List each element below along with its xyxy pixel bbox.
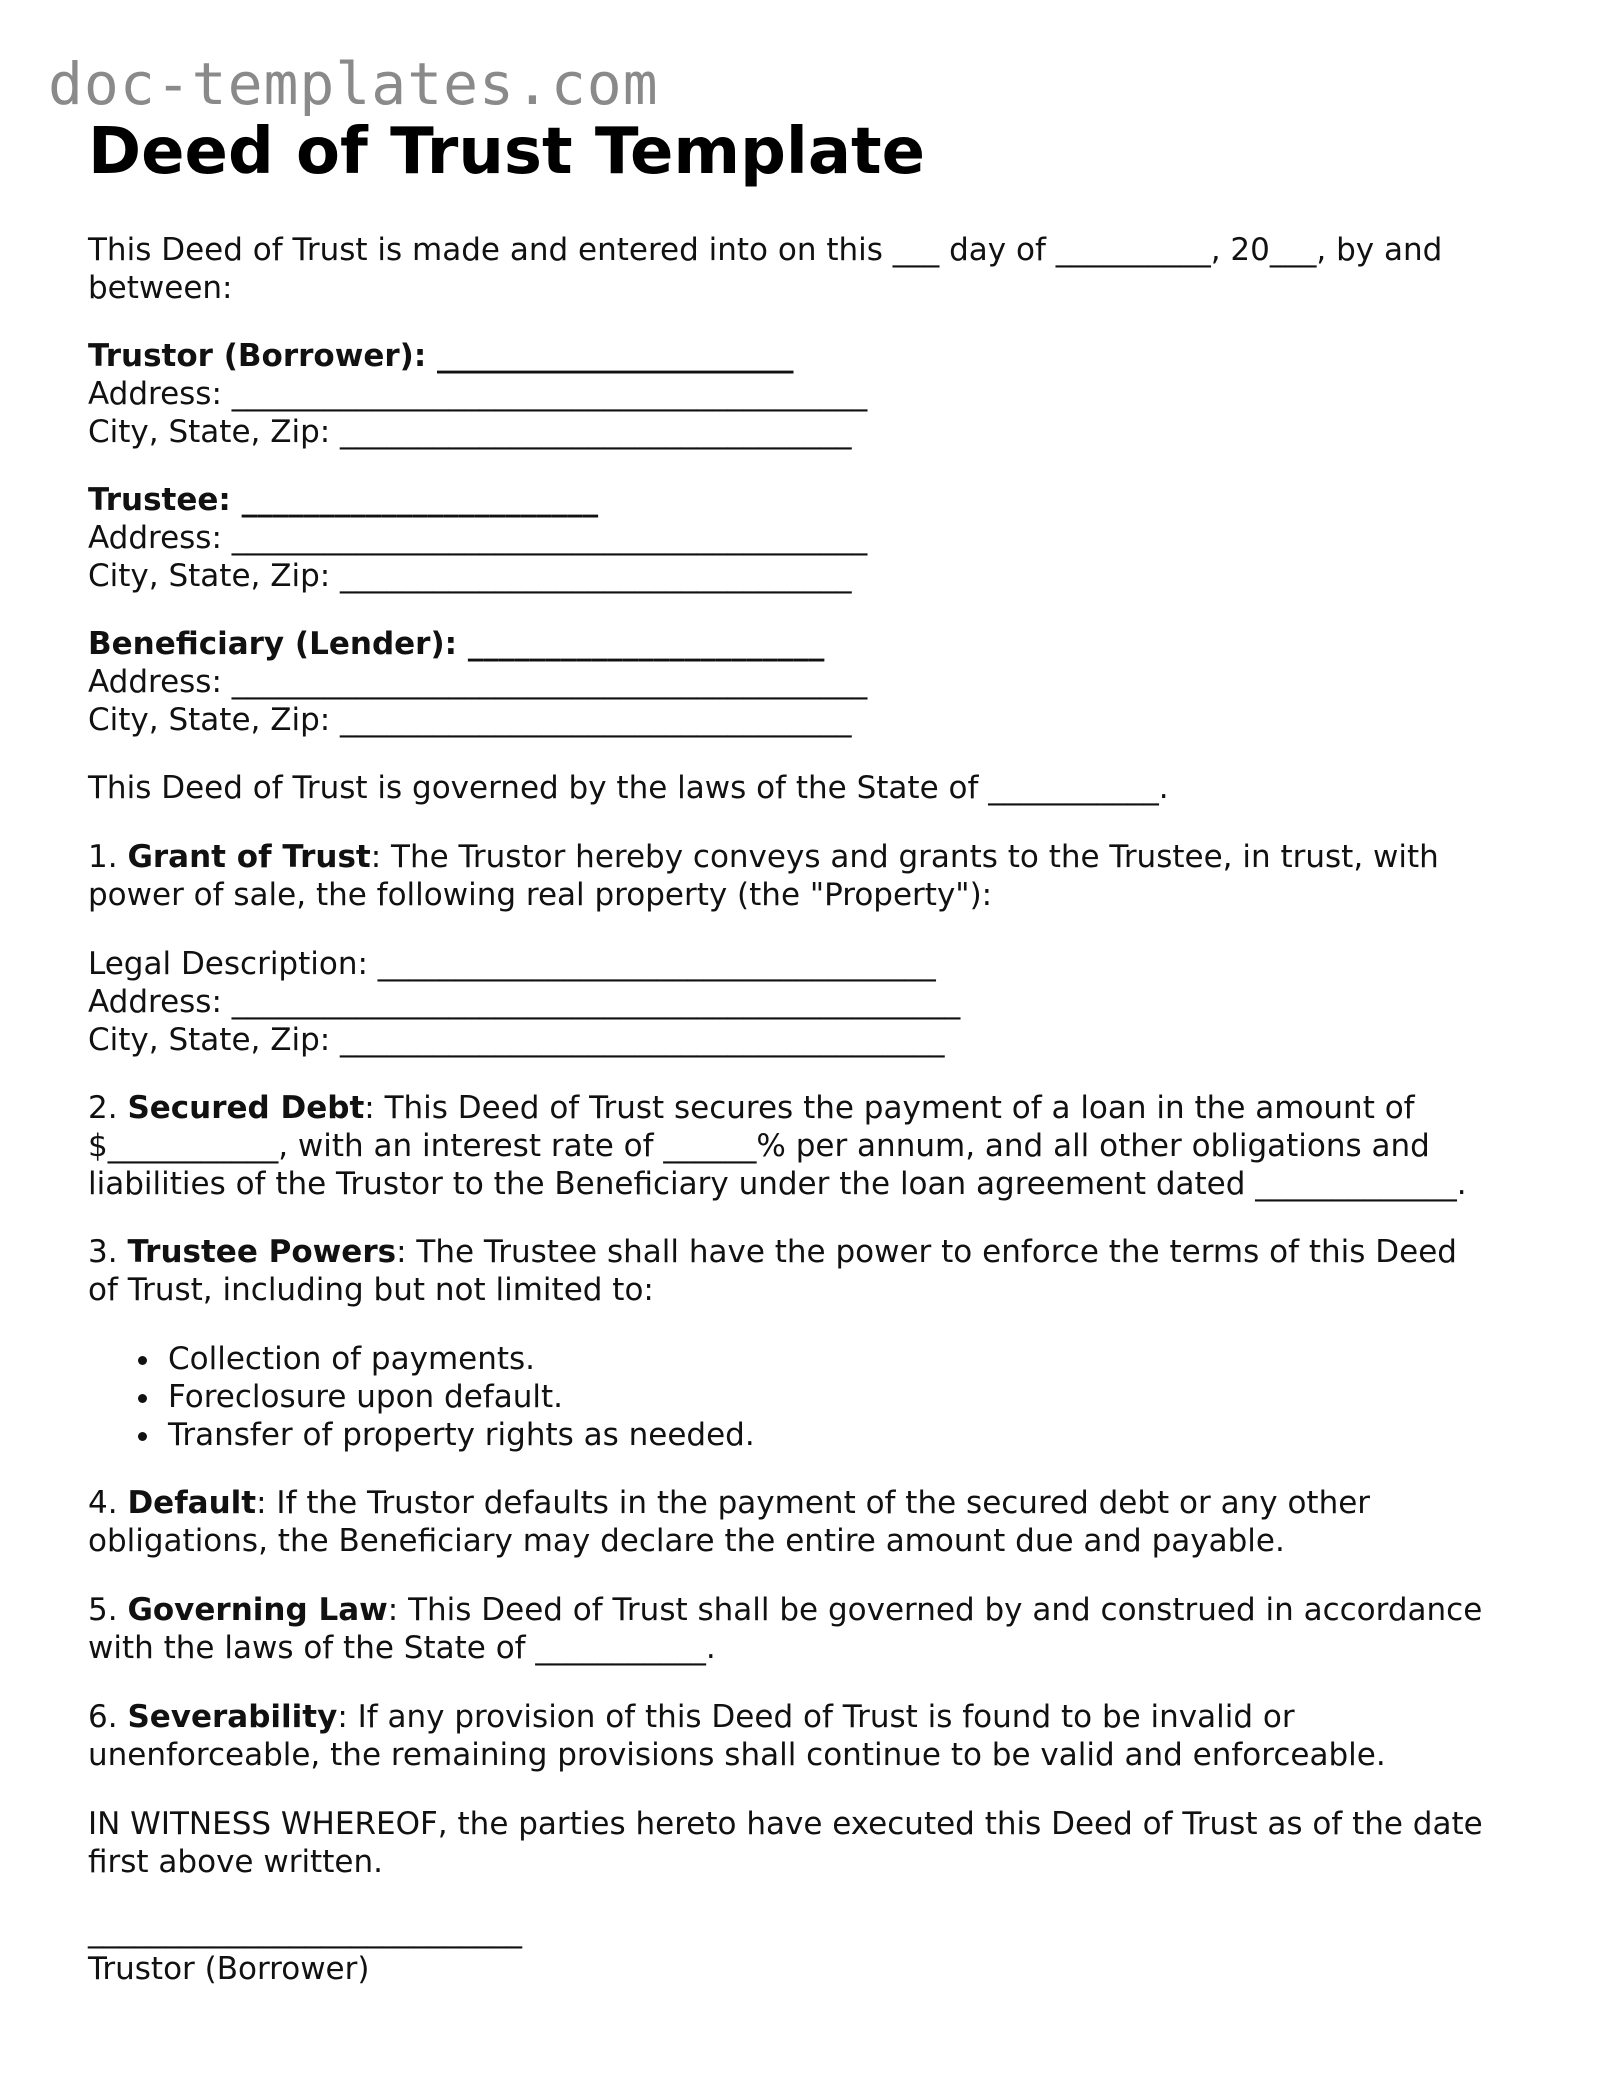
party-trustor-label: Trustor (Borrower): (88, 338, 427, 374)
party-trustor-blank: _______________________ (426, 338, 794, 374)
property-city: City, State, Zip: _______________________________________ (88, 1022, 945, 1058)
party-trustee-label: Trustee: (88, 482, 231, 518)
party-trustor (88, 337, 1528, 451)
section-powers-num: 3. (88, 1234, 128, 1270)
party-trustee (88, 481, 1528, 595)
document-title: Deed of Trust Template (88, 115, 926, 189)
property-legal: Legal Description: ____________________________________ (88, 946, 936, 982)
section-powers-text-1: : The Trustee shall have the power to enforce the terms of this Deed (396, 1234, 1457, 1270)
section-debt-line-1 (88, 1089, 1528, 1127)
document-page (88, 112, 1528, 192)
section-default-line-2: obligations, the Beneficiary may declare the entire amount due and payable. (88, 1523, 1285, 1559)
party-beneficiary-city: City, State, Zip: _________________________________ (88, 702, 852, 738)
property-block (88, 945, 1528, 1059)
intro-line-2: between: (88, 270, 233, 306)
section-law-text-1: : This Deed of Trust shall be governed by and construed in accordance (387, 1592, 1483, 1628)
witness-paragraph (88, 1805, 1528, 1881)
property-address: Address: _______________________________________________ (88, 984, 961, 1020)
section-debt-num: 2. (88, 1090, 128, 1126)
party-trustee-address: Address: _________________________________________ (88, 520, 868, 556)
section-law (88, 1591, 1528, 1667)
signature-label: Trustor (Borrower) (88, 1951, 370, 1987)
intro-line-1: This Deed of Trust is made and entered into on this ___ day of __________, 20___, by and (88, 232, 1443, 268)
section-default-text-1: : If the Trustor defaults in the payment of the secured debt or any other (256, 1485, 1371, 1521)
section-severability-num: 6. (88, 1699, 128, 1735)
section-grant-line-2: power of sale, the following real property (the "Property"): (88, 877, 993, 913)
section-powers (88, 1233, 1528, 1309)
section-default-heading: Default (127, 1485, 257, 1521)
signature-line: ____________________________ (88, 1913, 522, 1949)
governed-paragraph (88, 769, 1528, 807)
section-grant (88, 838, 1528, 914)
section-law-line-1 (88, 1591, 1528, 1629)
section-severability-line-1 (88, 1698, 1528, 1736)
section-law-line-2: with the laws of the State of ___________. (88, 1630, 716, 1666)
section-debt (88, 1089, 1528, 1203)
party-trustor-name (88, 337, 1528, 375)
witness-line-2: first above written. (88, 1844, 383, 1880)
section-severability-text-1: : If any provision of this Deed of Trust is found to be invalid or (337, 1699, 1295, 1735)
party-beneficiary-label: Beneficiary (Lender): (88, 626, 458, 662)
party-beneficiary-blank: _______________________ (457, 626, 825, 662)
section-severability-line-2: unenforceable, the remaining provisions shall continue to be valid and enforceable. (88, 1737, 1386, 1773)
party-beneficiary-name (88, 625, 1528, 663)
witness-line-1: IN WITNESS WHEREOF, the parties hereto have executed this Deed of Trust as of the date (88, 1806, 1483, 1842)
section-powers-heading: Trustee Powers (127, 1234, 397, 1270)
party-beneficiary-address: Address: _________________________________________ (88, 664, 868, 700)
section-debt-line-2: $___________, with an interest rate of ______% per annum, and all other obligations and (88, 1128, 1430, 1164)
section-law-num: 5. (88, 1592, 128, 1628)
section-law-heading: Governing Law (127, 1592, 388, 1628)
section-debt-heading: Secured Debt (127, 1090, 365, 1126)
party-beneficiary (88, 625, 1528, 739)
site-watermark: doc-templates.com (48, 50, 659, 118)
powers-list (88, 1340, 1528, 1454)
list-item: Foreclosure upon default. (168, 1378, 1528, 1416)
section-severability-heading: Severability (127, 1699, 338, 1735)
section-debt-line-3: liabilities of the Trustor to the Beneficiary under the loan agreement dated _____________. (88, 1166, 1467, 1202)
party-trustor-address: Address: _________________________________________ (88, 376, 868, 412)
section-grant-text-1: : The Trustor hereby conveys and grants to the Trustee, in trust, with (370, 839, 1439, 875)
governed-line: This Deed of Trust is governed by the laws of the State of ___________. (88, 770, 1169, 806)
section-powers-line-1 (88, 1233, 1528, 1271)
section-default (88, 1484, 1528, 1560)
intro-paragraph (88, 231, 1528, 307)
party-trustee-name (88, 481, 1528, 519)
section-debt-text-1: : This Deed of Trust secures the payment of a loan in the amount of (364, 1090, 1415, 1126)
party-trustee-city: City, State, Zip: _________________________________ (88, 558, 852, 594)
party-trustee-blank: _______________________ (230, 482, 599, 518)
section-default-line-1 (88, 1484, 1528, 1522)
section-severability (88, 1698, 1528, 1774)
section-grant-line-1 (88, 838, 1528, 876)
section-grant-num: 1. (88, 839, 128, 875)
section-default-num: 4. (88, 1485, 128, 1521)
section-grant-heading: Grant of Trust (127, 839, 371, 875)
party-trustor-city: City, State, Zip: _________________________________ (88, 414, 852, 450)
list-item: Transfer of property rights as needed. (168, 1416, 1528, 1454)
list-item: Collection of payments. (168, 1340, 1528, 1378)
section-powers-line-2: of Trust, including but not limited to: (88, 1272, 654, 1308)
signature-block (88, 1912, 1528, 1988)
powers-list-wrap (88, 1340, 1528, 1454)
